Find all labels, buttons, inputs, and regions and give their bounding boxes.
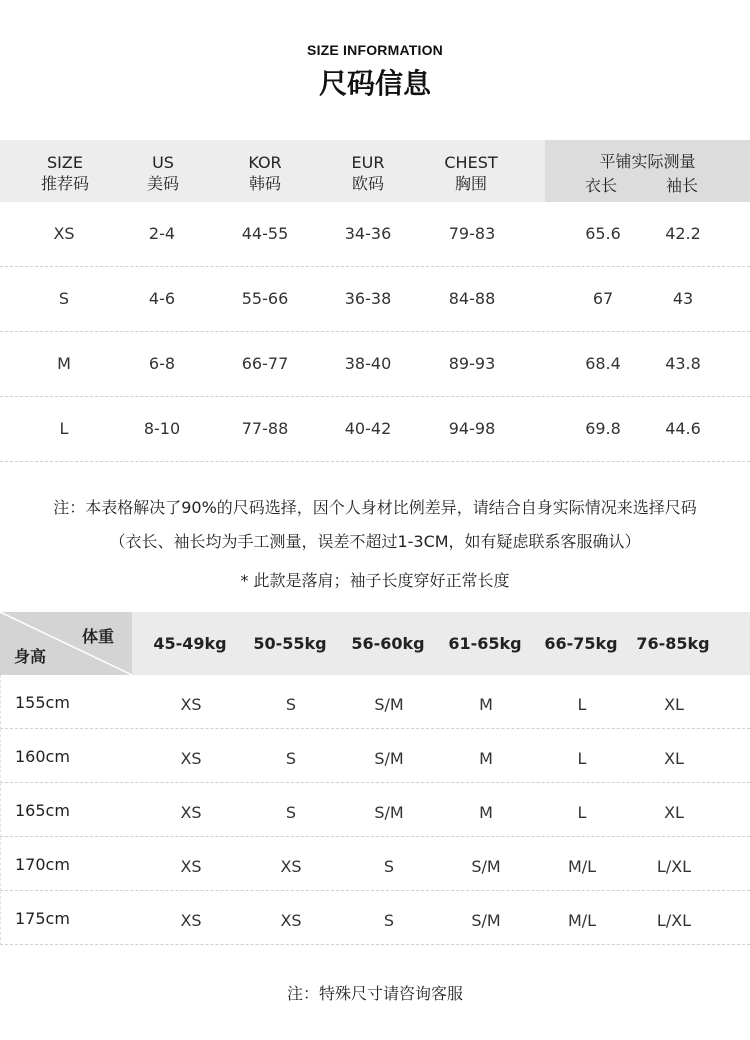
weight-header: 45-49kg xyxy=(153,634,227,653)
recommended-size-cell: S xyxy=(383,857,395,876)
size-cell: 36-38 xyxy=(344,289,392,308)
size-cell: 44.6 xyxy=(665,419,701,438)
recommended-size-cell: L xyxy=(577,695,587,714)
recommended-size-cell: L/XL xyxy=(656,857,692,876)
size-cell: 66-77 xyxy=(241,354,289,373)
corner-cell xyxy=(0,612,132,675)
size-cell: 65.6 xyxy=(585,224,621,243)
recommend-row xyxy=(0,837,750,891)
title-cn: 尺码信息 xyxy=(318,67,431,100)
recommended-size-cell: L xyxy=(577,803,587,822)
size-cell: L xyxy=(59,419,69,438)
recommend-row xyxy=(0,729,750,783)
size-cell: 40-42 xyxy=(344,419,392,438)
size-cell: S xyxy=(58,289,70,308)
recommended-size-cell: S/M xyxy=(374,803,404,822)
recommended-size-cell: S xyxy=(285,749,297,768)
size-row xyxy=(0,332,750,397)
recommended-size-cell: S/M xyxy=(374,695,404,714)
height-cell: 155cm xyxy=(15,693,70,712)
recommended-size-cell: M xyxy=(479,803,493,822)
recommend-row xyxy=(0,891,750,945)
size-cell: 67 xyxy=(592,289,614,308)
recommended-size-cell: XS xyxy=(180,911,202,930)
size-cell: XS xyxy=(53,224,75,243)
recommended-size-cell: S xyxy=(383,911,395,930)
recommend-row xyxy=(0,783,750,837)
size-row xyxy=(0,202,750,267)
size-cell: 89-93 xyxy=(448,354,496,373)
size-cell: 34-36 xyxy=(344,224,392,243)
recommended-size-cell: S xyxy=(285,695,297,714)
recommended-size-cell: S/M xyxy=(374,749,404,768)
size-table-header xyxy=(0,140,750,202)
title-en: SIZE INFORMATION xyxy=(307,42,443,58)
header-eur: EUR 欧码 xyxy=(351,153,385,193)
size-cell: 43 xyxy=(672,289,694,308)
corner-weight-label: 体重 xyxy=(82,627,115,646)
height-cell: 160cm xyxy=(15,747,70,766)
weight-header: 56-60kg xyxy=(351,634,425,653)
header-flat-measure: 平铺实际测量 xyxy=(599,152,696,171)
recommended-size-cell: L xyxy=(577,749,587,768)
size-cell: 8-10 xyxy=(143,419,181,438)
size-cell: 68.4 xyxy=(585,354,621,373)
footnote: 注：特殊尺寸请咨询客服 xyxy=(286,984,463,1003)
header-kor: KOR 韩码 xyxy=(248,153,282,193)
size-row xyxy=(0,267,750,332)
recommended-size-cell: M/L xyxy=(567,857,597,876)
recommended-size-cell: S xyxy=(285,803,297,822)
size-cell: M xyxy=(57,354,71,373)
header-body-length: 衣长 xyxy=(585,176,618,195)
recommended-size-cell: XS xyxy=(180,857,202,876)
recommended-size-cell: XL xyxy=(664,749,684,768)
size-cell: 2-4 xyxy=(148,224,176,243)
header-sleeve-length: 袖长 xyxy=(666,176,699,195)
recommended-size-cell: XL xyxy=(664,803,684,822)
size-table xyxy=(0,140,750,462)
recommended-size-cell: L/XL xyxy=(656,911,692,930)
height-cell: 165cm xyxy=(15,801,70,820)
recommended-size-cell: XL xyxy=(664,695,684,714)
size-cell: 55-66 xyxy=(241,289,289,308)
weight-header: 76-85kg xyxy=(636,634,710,653)
recommend-table-body xyxy=(0,675,750,945)
recommended-size-cell: M/L xyxy=(567,911,597,930)
header-size: SIZE 推荐码 xyxy=(40,153,89,193)
header-us: US 美码 xyxy=(146,153,179,193)
recommended-size-cell: XS xyxy=(280,911,302,930)
size-cell: 79-83 xyxy=(448,224,496,243)
height-cell: 175cm xyxy=(15,909,70,928)
recommended-size-cell: XS xyxy=(180,695,202,714)
size-row xyxy=(0,397,750,462)
height-cell: 170cm xyxy=(15,855,70,874)
recommend-row xyxy=(0,675,750,729)
recommended-size-cell: S/M xyxy=(471,911,501,930)
size-cell: 84-88 xyxy=(448,289,496,308)
weight-header: 50-55kg xyxy=(253,634,327,653)
size-cell: 42.2 xyxy=(665,224,701,243)
note-line-3: * 此款是落肩；袖子长度穿好正常长度 xyxy=(240,571,510,590)
corner-height-label: 身高 xyxy=(14,647,47,666)
size-cell: 77-88 xyxy=(241,419,289,438)
recommended-size-cell: XS xyxy=(180,749,202,768)
size-cell: 4-6 xyxy=(148,289,176,308)
recommend-table-header xyxy=(0,612,750,675)
size-cell: 38-40 xyxy=(344,354,392,373)
recommended-size-cell: S/M xyxy=(471,857,501,876)
size-cell: 94-98 xyxy=(448,419,496,438)
recommended-size-cell: XS xyxy=(280,857,302,876)
weight-header: 66-75kg xyxy=(544,634,618,653)
header-chest: CHEST 胸围 xyxy=(444,153,498,193)
recommended-size-cell: XS xyxy=(180,803,202,822)
recommended-size-cell: M xyxy=(479,695,493,714)
size-table-body xyxy=(0,202,750,462)
recommended-size-cell: M xyxy=(479,749,493,768)
note-line-1: 注：本表格解决了90%的尺码选择，因个人身材比例差异，请结合自身实际情况来选择尺码 xyxy=(53,498,697,517)
size-cell: 43.8 xyxy=(665,354,701,373)
size-cell: 44-55 xyxy=(241,224,289,243)
note-line-2: （衣长、袖长均为手工测量，误差不超过1-3CM，如有疑虑联系客服确认） xyxy=(109,532,641,551)
weight-header: 61-65kg xyxy=(448,634,522,653)
size-cell: 6-8 xyxy=(148,354,176,373)
recommend-table xyxy=(0,612,750,945)
size-cell: 69.8 xyxy=(585,419,621,438)
